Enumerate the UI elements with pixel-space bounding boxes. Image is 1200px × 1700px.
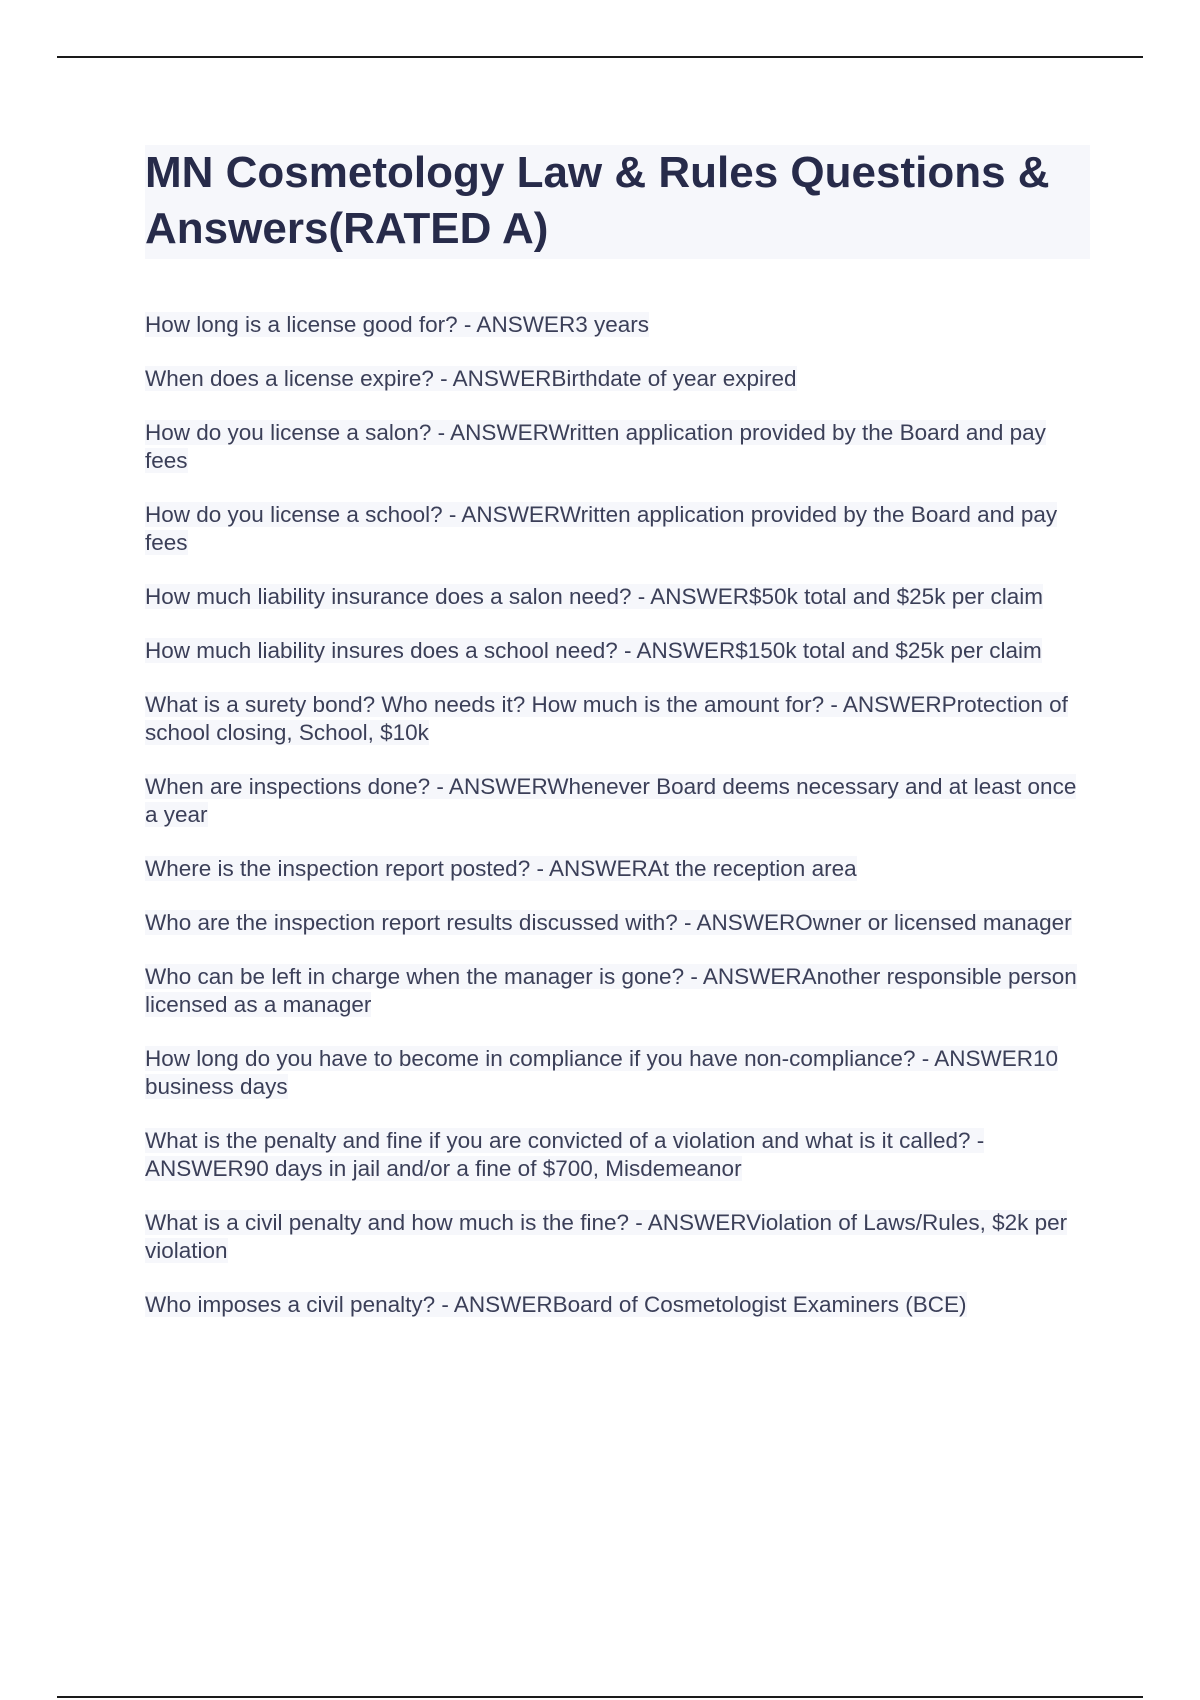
qa-list bbox=[145, 311, 1090, 1319]
qa-item bbox=[145, 909, 1090, 937]
qa-text: How long is a license good for? - ANSWER3 years bbox=[145, 312, 649, 337]
qa-item bbox=[145, 855, 1090, 883]
qa-item bbox=[145, 365, 1090, 393]
qa-text: Where is the inspection report posted? - ANSWERAt the reception area bbox=[145, 856, 857, 881]
qa-text: Who can be left in charge when the manager is gone? - ANSWERAnother responsible person licensed as a manager bbox=[145, 964, 1077, 1017]
qa-text: How much liability insures does a school need? - ANSWER$150k total and $25k per claim bbox=[145, 638, 1042, 663]
qa-text: Who imposes a civil penalty? - ANSWERBoard of Cosmetologist Examiners (BCE) bbox=[145, 1292, 967, 1317]
qa-item bbox=[145, 419, 1090, 475]
qa-text: What is the penalty and fine if you are convicted of a violation and what is it called? - ANSWER90 days in jail and/or a fine of $700, Misdemeanor bbox=[145, 1128, 985, 1181]
qa-text: Who are the inspection report results discussed with? - ANSWEROwner or licensed manager bbox=[145, 910, 1072, 935]
bottom-rule bbox=[57, 1696, 1143, 1698]
qa-text: What is a civil penalty and how much is the fine? - ANSWERViolation of Laws/Rules, $2k per violation bbox=[145, 1210, 1068, 1263]
qa-item bbox=[145, 1209, 1090, 1265]
qa-item bbox=[145, 583, 1090, 611]
qa-item bbox=[145, 691, 1090, 747]
qa-item bbox=[145, 311, 1090, 339]
qa-item bbox=[145, 501, 1090, 557]
qa-item bbox=[145, 637, 1090, 665]
qa-text: How do you license a school? - ANSWERWritten application provided by the Board and pay fees bbox=[145, 502, 1058, 555]
top-rule bbox=[57, 56, 1143, 58]
qa-item bbox=[145, 963, 1090, 1019]
title-block bbox=[145, 145, 1090, 259]
qa-item bbox=[145, 1127, 1090, 1183]
qa-item bbox=[145, 1045, 1090, 1101]
qa-text: What is a surety bond? Who needs it? How much is the amount for? - ANSWERProtection of school closing, School, $10k bbox=[145, 692, 1068, 745]
qa-text: When are inspections done? - ANSWERWhenever Board deems necessary and at least once a year bbox=[145, 774, 1077, 827]
qa-text: How long do you have to become in compliance if you have non-compliance? - ANSWER10 business days bbox=[145, 1046, 1058, 1099]
qa-item bbox=[145, 773, 1090, 829]
qa-text: How do you license a salon? - ANSWERWritten application provided by the Board and pay fees bbox=[145, 420, 1046, 473]
document-body bbox=[145, 145, 1090, 1345]
qa-item bbox=[145, 1291, 1090, 1319]
qa-text: How much liability insurance does a salon need? - ANSWER$50k total and $25k per claim bbox=[145, 584, 1043, 609]
qa-text: When does a license expire? - ANSWERBirthdate of year expired bbox=[145, 366, 797, 391]
document-title: MN Cosmetology Law & Rules Questions & Answers(RATED A) bbox=[145, 148, 1050, 253]
